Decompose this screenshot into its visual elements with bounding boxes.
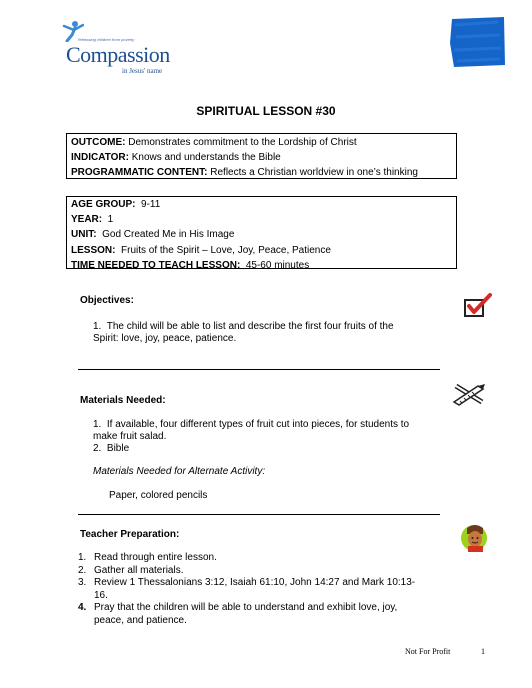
logo-subline: in Jesus' name xyxy=(122,67,163,75)
objectives-item-1-cont: Spirit: love, joy, peace, patience. xyxy=(93,333,237,344)
list-item: 2. Gather all materials. xyxy=(78,564,184,576)
teacher-prep-heading: Teacher Preparation: xyxy=(80,529,180,540)
alt-materials-heading: Materials Needed for Alternate Activity: xyxy=(93,466,266,477)
time-needed-line: TIME NEEDED TO TEACH LESSON: 45-60 minutes xyxy=(71,259,310,271)
list-item: 1. Read through entire lesson. xyxy=(78,552,217,563)
divider xyxy=(78,369,440,370)
materials-item-1-cont: make fruit salad. xyxy=(93,431,167,442)
list-item: 3. Review 1 Thessalonians 3:12, Isaiah 61:10, John 14:27 and Mark 10:13- xyxy=(78,577,416,588)
objectives-item-1: 1. The child will be able to list and describe the first four fruits of the xyxy=(93,321,394,332)
footer-label: Not For Profit xyxy=(405,647,451,656)
outcome-box xyxy=(66,133,457,179)
unit-line: UNIT: God Created Me in His Image xyxy=(71,229,235,241)
pencil-ruler-icon xyxy=(452,380,486,408)
list-item: 4. Pray that the children will be able to understand and exhibit love, joy, xyxy=(78,602,398,613)
logo-wordmark: Compassion xyxy=(66,42,170,67)
page-number: 1 xyxy=(481,647,485,656)
lesson-line: LESSON: Fruits of the Spirit – Love, Joy, Peace, Patience xyxy=(71,244,331,256)
alt-materials-item: Paper, colored pencils xyxy=(109,490,208,501)
logo-tagline: Releasing children from poverty xyxy=(78,37,135,42)
indicator-line: INDICATOR: Knows and understands the Bible xyxy=(71,152,281,164)
list-item: peace, and patience. xyxy=(94,614,187,626)
divider xyxy=(78,514,440,515)
materials-item-2: 2. Bible xyxy=(93,443,130,454)
age-group-line: AGE GROUP: 9-11 xyxy=(71,199,161,210)
list-item: 16. xyxy=(94,589,108,601)
page-title: SPIRITUAL LESSON #30 xyxy=(196,104,336,118)
materials-item-1: 1. If available, four different types of fruit cut into pieces, for students to xyxy=(93,419,410,430)
programmatic-content-line: PROGRAMMATIC CONTENT: Reflects a Christian worldview in one’s thinking xyxy=(71,167,418,179)
year-line: YEAR: 1 xyxy=(71,214,114,226)
teacher-face-icon xyxy=(459,520,491,554)
outcome-line: OUTCOME: Demonstrates commitment to the Lordship of Christ xyxy=(71,137,357,148)
compassion-logo xyxy=(52,20,172,75)
lesson-info-box xyxy=(66,196,457,269)
checkbox-check-icon xyxy=(463,292,493,322)
materials-heading: Materials Needed: xyxy=(80,395,166,406)
objectives-heading: Objectives: xyxy=(80,295,134,306)
teacher-prep-list xyxy=(78,552,448,627)
blue-paint-block xyxy=(450,17,505,67)
